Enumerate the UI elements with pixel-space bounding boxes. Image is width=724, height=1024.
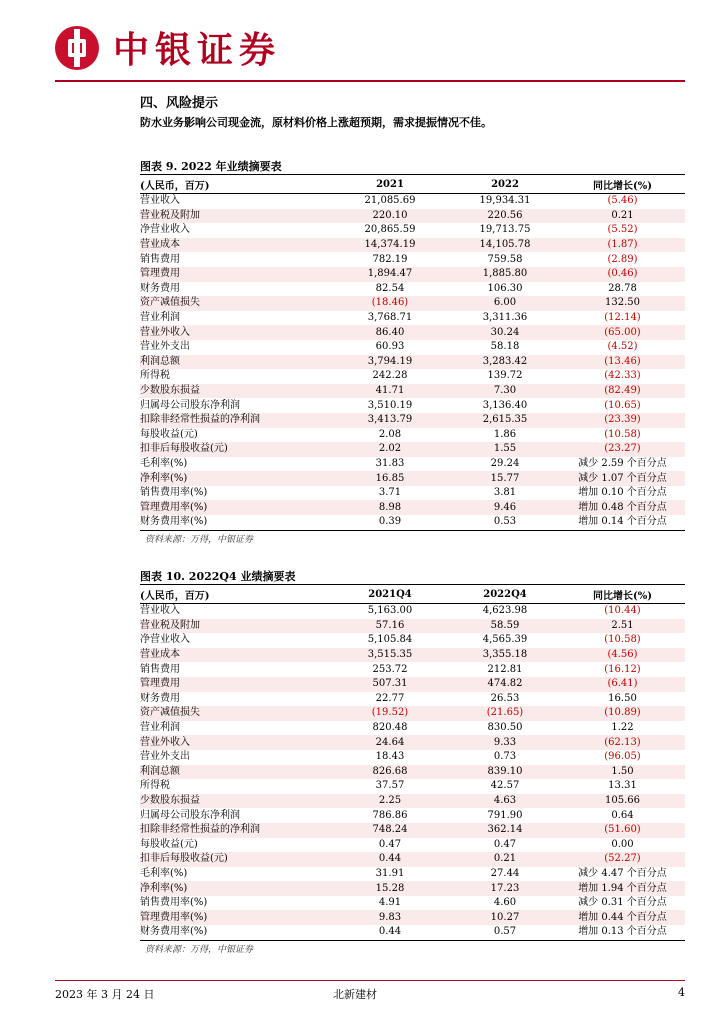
table-cell: 3,510.19 bbox=[367, 399, 413, 411]
table-row bbox=[140, 413, 685, 428]
table-row bbox=[140, 428, 685, 443]
table-cell: 3,311.36 bbox=[482, 312, 528, 324]
table-cell: (13.46) bbox=[560, 355, 685, 370]
table1-header-cell: (人民币，百万) bbox=[140, 175, 330, 194]
table-cell: 增加 1.94 个百分点 bbox=[560, 881, 685, 896]
table-row bbox=[140, 823, 685, 838]
table-cell: (23.39) bbox=[560, 413, 685, 428]
row-label: 扣除非经常性损益的净利润 bbox=[140, 413, 330, 428]
table-cell: 2.25 bbox=[330, 794, 450, 809]
table-row bbox=[140, 282, 685, 297]
table-cell: (10.58) bbox=[604, 634, 641, 646]
footer-date: 2023 年 3 月 24 日 bbox=[55, 988, 155, 1001]
brand-name: 中银证券 bbox=[113, 29, 282, 71]
table-cell: 0.73 bbox=[493, 751, 517, 763]
row-label: 销售费用率(%) bbox=[140, 487, 208, 499]
row-label: 销售费用率(%) bbox=[140, 897, 208, 909]
table-cell: 3,794.19 bbox=[330, 355, 450, 370]
table-cell: 139.72 bbox=[487, 370, 523, 382]
table-cell: (19.52) bbox=[330, 706, 450, 721]
table-cell: (42.33) bbox=[604, 370, 641, 382]
table-row bbox=[140, 311, 685, 326]
table-cell: 1.22 bbox=[611, 722, 634, 734]
row-label: 营业税及附加 bbox=[140, 209, 330, 224]
row-label: 毛利率(%) bbox=[140, 457, 188, 469]
row-label: 少数股东损益 bbox=[140, 794, 330, 809]
table-cell: 8.98 bbox=[330, 500, 450, 515]
table-cell: 105.66 bbox=[560, 794, 685, 809]
table-row bbox=[140, 252, 685, 267]
table-row bbox=[140, 369, 685, 384]
table-cell: 13.31 bbox=[608, 780, 637, 792]
row-label: 每股收益(元) bbox=[140, 838, 198, 850]
table1-header-cell: 2022 bbox=[450, 175, 560, 194]
row-label: 利润总额 bbox=[140, 355, 330, 370]
table-cell: 减少 2.59 个百分点 bbox=[578, 457, 667, 469]
table-cell: 9.33 bbox=[450, 735, 560, 750]
table-cell: 28.78 bbox=[608, 282, 637, 294]
table-cell: 782.19 bbox=[372, 253, 408, 265]
table-cell: 增加 0.44 个百分点 bbox=[560, 910, 685, 925]
row-label: 营业税及附加 bbox=[140, 619, 330, 634]
table-cell: 42.57 bbox=[490, 780, 520, 792]
table-cell: (18.46) bbox=[330, 296, 450, 311]
row-label: 营业外支出 bbox=[140, 341, 190, 353]
table-cell: (1.87) bbox=[560, 238, 685, 253]
table1-title: 图表 9. 2022 年业绩摘要表 bbox=[140, 160, 282, 173]
table-cell: 0.47 bbox=[378, 838, 402, 850]
table-cell: 748.24 bbox=[330, 823, 450, 838]
section-title: 四、风险提示 bbox=[140, 96, 219, 111]
table-cell: 16.85 bbox=[330, 471, 450, 486]
row-label: 管理费用 bbox=[140, 677, 330, 692]
table-cell: 3,413.79 bbox=[330, 413, 450, 428]
table-row bbox=[140, 296, 685, 311]
row-label: 毛利率(%) bbox=[140, 867, 188, 879]
row-label: 每股收益(元) bbox=[140, 428, 198, 440]
table-cell: 759.58 bbox=[487, 253, 523, 265]
table-cell: 增加 0.14 个百分点 bbox=[560, 515, 685, 530]
table-cell: (10.89) bbox=[560, 706, 685, 721]
table1 bbox=[140, 175, 685, 531]
row-label: 营业外收入 bbox=[140, 735, 330, 750]
table-cell: 41.71 bbox=[330, 384, 450, 399]
table-cell: 9.46 bbox=[450, 500, 560, 515]
table-row bbox=[140, 706, 685, 721]
row-label: 销售费用 bbox=[140, 253, 180, 265]
table-cell: 31.91 bbox=[375, 867, 405, 879]
table2-header-cell: (人民币，百万) bbox=[140, 585, 330, 604]
bank-logo-icon bbox=[55, 26, 99, 70]
row-label: 管理费用率(%) bbox=[140, 910, 330, 925]
table-cell: 增加 0.48 个百分点 bbox=[560, 500, 685, 515]
table-cell: 14,374.19 bbox=[330, 238, 450, 253]
table-cell: 791.90 bbox=[487, 809, 523, 821]
table2-header-cell: 2022Q4 bbox=[450, 585, 560, 604]
table-cell: (5.46) bbox=[607, 195, 638, 207]
table-cell: 2,615.35 bbox=[450, 413, 560, 428]
table-cell: 26.53 bbox=[490, 692, 520, 704]
table-row bbox=[140, 194, 685, 209]
table-cell: 9.83 bbox=[330, 910, 450, 925]
table-cell: 6.00 bbox=[450, 296, 560, 311]
table-cell: 3.81 bbox=[493, 487, 517, 499]
table-row bbox=[140, 662, 685, 677]
table-cell: 3,355.18 bbox=[450, 648, 560, 663]
section-text: 防水业务影响公司现金流，原材料价格上涨超预期，需求提振情况不佳。 bbox=[140, 116, 492, 129]
table-row bbox=[140, 515, 685, 530]
table-row bbox=[140, 750, 685, 765]
table-cell: 1.86 bbox=[493, 428, 517, 440]
row-label: 所得税 bbox=[140, 780, 170, 792]
table-cell: 1,885.80 bbox=[450, 267, 560, 282]
table-cell: 22.77 bbox=[375, 692, 405, 704]
table-cell: 0.21 bbox=[450, 852, 560, 867]
row-label: 扣非后每股收益(元) bbox=[140, 852, 330, 867]
table-cell: 0.64 bbox=[611, 809, 634, 821]
table-cell: (5.52) bbox=[607, 224, 638, 236]
table-cell: 减少 4.47 个百分点 bbox=[578, 867, 667, 879]
table-row bbox=[140, 648, 685, 663]
table-cell: 21,085.69 bbox=[364, 195, 416, 207]
table-cell: 3,768.71 bbox=[367, 312, 413, 324]
table-cell: 14,105.78 bbox=[450, 238, 560, 253]
table-cell: 253.72 bbox=[372, 663, 408, 675]
row-label: 扣非后每股收益(元) bbox=[140, 442, 330, 457]
table-cell: (6.41) bbox=[560, 677, 685, 692]
table-cell: 29.24 bbox=[490, 457, 520, 469]
page-header bbox=[55, 22, 685, 78]
table-cell: 31.83 bbox=[375, 457, 405, 469]
table-row bbox=[140, 486, 685, 501]
table-cell: 362.14 bbox=[450, 823, 560, 838]
table-cell: 106.30 bbox=[487, 282, 523, 294]
table-row bbox=[140, 267, 685, 282]
table-cell: 474.82 bbox=[450, 677, 560, 692]
table-row bbox=[140, 794, 685, 809]
row-label: 营业利润 bbox=[140, 722, 180, 734]
row-label: 扣除非经常性损益的净利润 bbox=[140, 823, 330, 838]
table-cell: 2.02 bbox=[330, 442, 450, 457]
table-cell: 3.71 bbox=[378, 487, 402, 499]
table-row bbox=[140, 735, 685, 750]
table-row bbox=[140, 604, 685, 619]
table-cell: 60.93 bbox=[375, 341, 405, 353]
table-cell: 减少 0.31 个百分点 bbox=[578, 897, 667, 909]
table-cell: 27.44 bbox=[490, 867, 520, 879]
table-cell: 15.77 bbox=[450, 471, 560, 486]
table-row bbox=[140, 881, 685, 896]
table-cell: 15.28 bbox=[330, 881, 450, 896]
table2 bbox=[140, 585, 685, 941]
table-cell: 242.28 bbox=[372, 370, 408, 382]
table-cell: 820.48 bbox=[372, 722, 408, 734]
table-cell: (12.14) bbox=[604, 312, 641, 324]
table-row bbox=[140, 442, 685, 457]
row-label: 净利率(%) bbox=[140, 471, 330, 486]
row-label: 营业收入 bbox=[140, 195, 180, 207]
table-cell: (51.60) bbox=[560, 823, 685, 838]
table-cell: 1.50 bbox=[560, 765, 685, 780]
table-cell: 4.91 bbox=[378, 897, 402, 909]
table-cell: (10.65) bbox=[604, 399, 641, 411]
table-cell: 30.24 bbox=[450, 325, 560, 340]
table-cell: 0.53 bbox=[450, 515, 560, 530]
table-row bbox=[140, 925, 685, 940]
row-label: 销售费用 bbox=[140, 663, 180, 675]
table-row bbox=[140, 896, 685, 911]
table-cell: 10.27 bbox=[450, 910, 560, 925]
row-label: 所得税 bbox=[140, 370, 170, 382]
table-cell: 4,623.98 bbox=[482, 605, 528, 617]
table-cell: 4,565.39 bbox=[482, 634, 528, 646]
table-cell: 19,713.75 bbox=[479, 224, 531, 236]
table-cell: (10.44) bbox=[604, 605, 641, 617]
footer-divider bbox=[55, 980, 685, 981]
table-row bbox=[140, 852, 685, 867]
table-row bbox=[140, 808, 685, 823]
table-cell: 58.18 bbox=[490, 341, 520, 353]
row-label: 营业成本 bbox=[140, 648, 330, 663]
table-cell: (82.49) bbox=[560, 384, 685, 399]
table-cell: 220.10 bbox=[330, 209, 450, 224]
table-cell: 826.68 bbox=[330, 765, 450, 780]
table2-title: 图表 10. 2022Q4 业绩摘要表 bbox=[140, 570, 296, 583]
table-row bbox=[140, 838, 685, 853]
table-cell: 786.86 bbox=[372, 809, 408, 821]
header-divider bbox=[55, 80, 685, 82]
table-cell: 增加 0.10 个百分点 bbox=[578, 487, 667, 499]
table-cell: 58.59 bbox=[450, 619, 560, 634]
table-row bbox=[140, 619, 685, 634]
row-label: 营业成本 bbox=[140, 238, 330, 253]
row-label: 归属母公司股东净利润 bbox=[140, 399, 240, 411]
row-label: 管理费用率(%) bbox=[140, 500, 330, 515]
table-cell: 减少 1.07 个百分点 bbox=[560, 471, 685, 486]
page-number: 4 bbox=[678, 986, 685, 999]
table-cell: (96.05) bbox=[604, 751, 641, 763]
table-row bbox=[140, 325, 685, 340]
row-label: 管理费用 bbox=[140, 267, 330, 282]
row-label: 财务费用率(%) bbox=[140, 925, 330, 940]
table-cell: 830.50 bbox=[487, 722, 523, 734]
table1-header-cell: 同比增长(%) bbox=[560, 175, 685, 194]
table-cell: 4.63 bbox=[450, 794, 560, 809]
table-cell: 0.21 bbox=[560, 209, 685, 224]
table-cell: 0.44 bbox=[330, 852, 450, 867]
table-cell: 24.64 bbox=[330, 735, 450, 750]
table-cell: 57.16 bbox=[330, 619, 450, 634]
table-cell: (21.65) bbox=[450, 706, 560, 721]
table-cell: 0.00 bbox=[611, 838, 634, 850]
table-cell: 1,894.47 bbox=[330, 267, 450, 282]
row-label: 营业收入 bbox=[140, 605, 180, 617]
row-label: 净营业收入 bbox=[140, 634, 190, 646]
row-label: 利润总额 bbox=[140, 765, 330, 780]
row-label: 净营业收入 bbox=[140, 224, 190, 236]
table-cell: 3,515.35 bbox=[330, 648, 450, 663]
table-cell: (23.27) bbox=[560, 442, 685, 457]
table1-header-cell: 2021 bbox=[330, 175, 450, 194]
table2-source: 资料来源：万得，中银证券 bbox=[145, 945, 254, 955]
table-row bbox=[140, 867, 685, 882]
table-cell: 18.43 bbox=[375, 751, 405, 763]
table-cell: 5,105.84 bbox=[367, 634, 413, 646]
table-cell: (10.58) bbox=[604, 428, 641, 440]
table-cell: 132.50 bbox=[560, 296, 685, 311]
table-cell: (2.89) bbox=[607, 253, 638, 265]
table-cell: 0.47 bbox=[493, 838, 517, 850]
table-cell: 1.55 bbox=[450, 442, 560, 457]
table-cell: 增加 0.13 个百分点 bbox=[560, 925, 685, 940]
table-row bbox=[140, 692, 685, 707]
row-label: 归属母公司股东净利润 bbox=[140, 809, 240, 821]
table-cell: (4.56) bbox=[560, 648, 685, 663]
table-row bbox=[140, 765, 685, 780]
table-row bbox=[140, 721, 685, 736]
row-label: 净利率(%) bbox=[140, 881, 330, 896]
table-row bbox=[140, 398, 685, 413]
table-row bbox=[140, 633, 685, 648]
table1-header-row bbox=[140, 175, 685, 194]
table-cell: 5,163.00 bbox=[367, 605, 413, 617]
table-cell: 839.10 bbox=[450, 765, 560, 780]
row-label: 资产减值损失 bbox=[140, 706, 330, 721]
row-label: 营业外收入 bbox=[140, 325, 330, 340]
row-label: 营业利润 bbox=[140, 312, 180, 324]
row-label: 营业外支出 bbox=[140, 751, 190, 763]
table-cell: 0.57 bbox=[450, 925, 560, 940]
table-row bbox=[140, 500, 685, 515]
table1-source: 资料来源：万得，中银证券 bbox=[145, 535, 254, 545]
row-label: 财务费用 bbox=[140, 282, 180, 294]
table-cell: 212.81 bbox=[487, 663, 523, 675]
row-label: 资产减值损失 bbox=[140, 296, 330, 311]
table-cell: 0.44 bbox=[330, 925, 450, 940]
table-cell: 2.08 bbox=[378, 428, 402, 440]
table-row bbox=[140, 340, 685, 355]
table-cell: 2.51 bbox=[560, 619, 685, 634]
table-cell: 37.57 bbox=[375, 780, 405, 792]
table-cell: (52.27) bbox=[560, 852, 685, 867]
table-row bbox=[140, 457, 685, 472]
row-label: 财务费用 bbox=[140, 692, 180, 704]
table-cell: 20,865.59 bbox=[364, 224, 416, 236]
table-row bbox=[140, 677, 685, 692]
table-row bbox=[140, 238, 685, 253]
table-row bbox=[140, 910, 685, 925]
table-row bbox=[140, 471, 685, 486]
table2-header-row bbox=[140, 585, 685, 604]
table2-header-cell: 同比增长(%) bbox=[560, 585, 685, 604]
table-row bbox=[140, 779, 685, 794]
table-row bbox=[140, 384, 685, 399]
table2-header-cell: 2021Q4 bbox=[330, 585, 450, 604]
table-cell: 507.31 bbox=[330, 677, 450, 692]
table-cell: 3,136.40 bbox=[482, 399, 528, 411]
table-cell: 0.39 bbox=[330, 515, 450, 530]
table-cell: (62.13) bbox=[560, 735, 685, 750]
table-cell: (0.46) bbox=[560, 267, 685, 282]
row-label: 财务费用率(%) bbox=[140, 515, 330, 530]
table-cell: 3,283.42 bbox=[450, 355, 560, 370]
table-cell: (65.00) bbox=[560, 325, 685, 340]
table-cell: 82.54 bbox=[375, 282, 405, 294]
table-cell: 19,934.31 bbox=[479, 195, 531, 207]
table-cell: 16.50 bbox=[608, 692, 637, 704]
table-cell: 7.30 bbox=[450, 384, 560, 399]
table-cell: 4.60 bbox=[493, 897, 517, 909]
table-row bbox=[140, 209, 685, 224]
table-cell: 220.56 bbox=[450, 209, 560, 224]
table-cell: 17.23 bbox=[450, 881, 560, 896]
footer-company: 北新建材 bbox=[333, 988, 377, 1001]
row-label: 少数股东损益 bbox=[140, 384, 330, 399]
table-cell: (16.12) bbox=[604, 663, 641, 675]
table-cell: (4.52) bbox=[607, 341, 638, 353]
table-row bbox=[140, 355, 685, 370]
table-row bbox=[140, 223, 685, 238]
table-cell: 86.40 bbox=[330, 325, 450, 340]
